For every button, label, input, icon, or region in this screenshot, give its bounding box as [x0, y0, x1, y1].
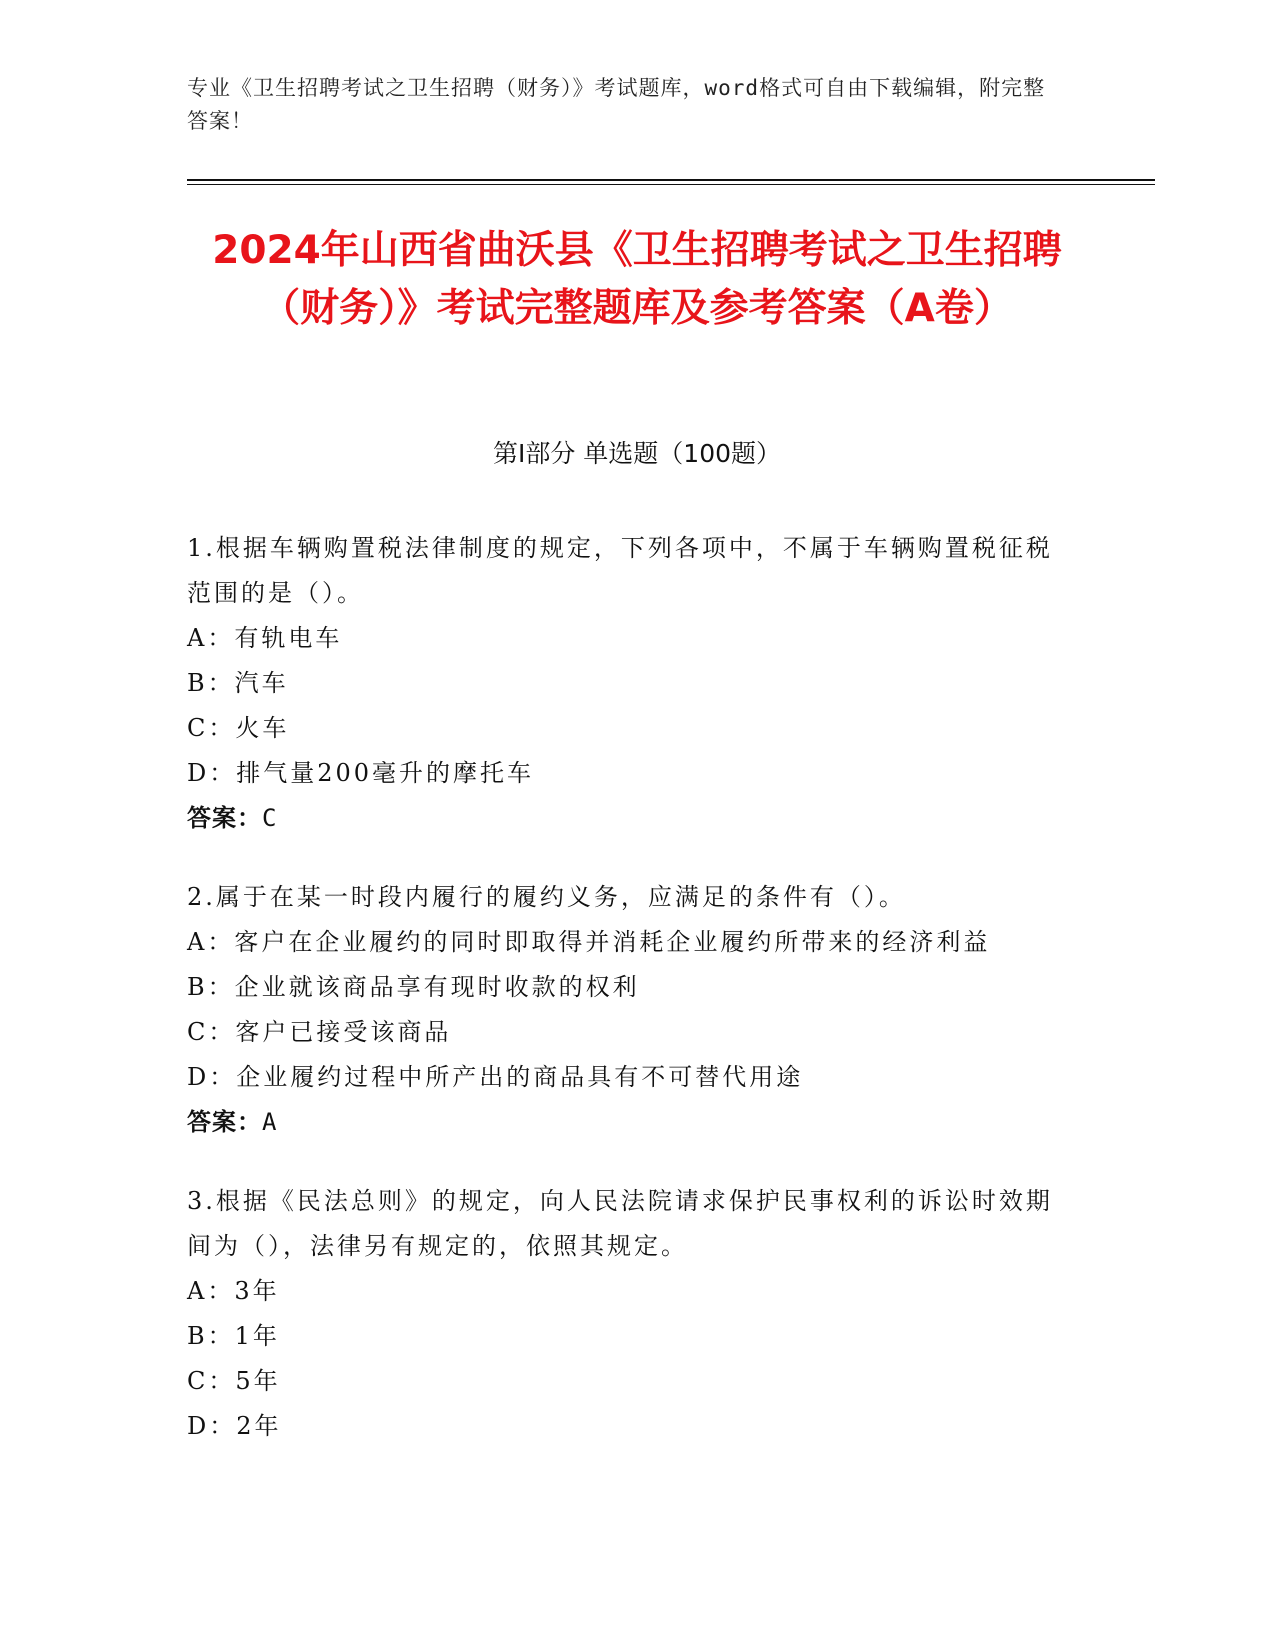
question-1 [187, 526, 1067, 841]
answer-value: C [262, 804, 278, 832]
question-3 [187, 1179, 1067, 1449]
question-stem: 3.根据《民法总则》的规定，向人民法院请求保护民事权利的诉讼时效期间为（），法律另有规定的，依照其规定。 [187, 1187, 1053, 1260]
answer-label: 答案： [187, 804, 262, 832]
option-c: C：火车 [187, 714, 290, 742]
option-d: D：2年 [187, 1412, 282, 1440]
answer [187, 1100, 1067, 1145]
option-c: C：5年 [187, 1367, 281, 1395]
answer-value: A [262, 1108, 278, 1136]
header-divider-thin [187, 184, 1155, 185]
section-heading: 第I部分 单选题（100题） [492, 439, 782, 468]
question-stem: 2.属于在某一时段内履行的履约义务，应满足的条件有（）。 [187, 883, 906, 911]
answer-label: 答案： [187, 1108, 262, 1136]
option-a: A：有轨电车 [187, 624, 343, 652]
header-note: 专业《卫生招聘考试之卫生招聘（财务）》考试题库，word格式可自由下载编辑，附完整答案！ [187, 76, 1046, 133]
option-a: A：3年 [187, 1277, 280, 1305]
question-list [187, 526, 1067, 1483]
option-d: D：排气量200毫升的摩托车 [187, 759, 535, 787]
option-b: B：1年 [187, 1322, 280, 1350]
header-divider [187, 179, 1155, 181]
option-b: B：汽车 [187, 669, 289, 697]
option-c: C：客户已接受该商品 [187, 1018, 452, 1046]
option-a: A：客户在企业履约的同时即取得并消耗企业履约所带来的经济利益 [187, 928, 991, 956]
option-b: B：企业就该商品享有现时收款的权利 [187, 973, 640, 1001]
option-d: D：企业履约过程中所产出的商品具有不可替代用途 [187, 1063, 804, 1091]
question-stem: 1.根据车辆购置税法律制度的规定，下列各项中，不属于车辆购置税征税范围的是（）。 [187, 534, 1053, 607]
document-title: 2024年山西省曲沃县《卫生招聘考试之卫生招聘（财务）》考试完整题库及参考答案（A卷） [212, 228, 1062, 331]
answer [187, 796, 1067, 841]
question-2 [187, 875, 1067, 1145]
